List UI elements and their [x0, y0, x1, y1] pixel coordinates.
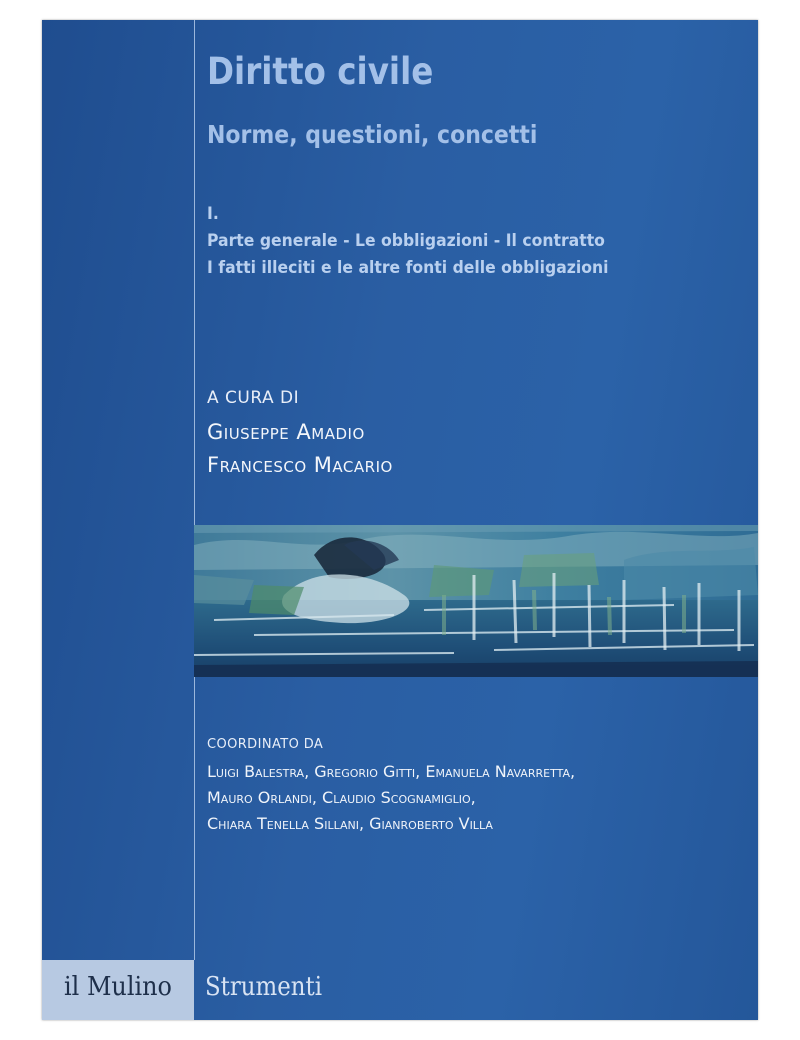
volume-line-1: Parte generale - Le obbligazioni - Il contratto [207, 231, 605, 251]
cover-footer [42, 960, 758, 1020]
coordinators-list [207, 759, 575, 837]
vertical-rule [194, 20, 195, 960]
edited-by-label: A CURA DI [207, 388, 300, 408]
coordinators-line: Luigi Balestra, Gregorio Gitti, Emanuela Navarretta, [207, 762, 576, 781]
coordinators-line: Mauro Orlandi, Claudio Scognamiglio, [207, 788, 476, 807]
editor-name: Giuseppe Amadio [207, 420, 365, 444]
editor-name: Francesco Macario [207, 453, 393, 477]
editors-list [207, 416, 393, 482]
coordinators-line: Chiara Tenella Sillani, Gianroberto Villa [207, 814, 493, 833]
publisher-box [42, 960, 194, 1020]
coordinated-by-label: COORDINATO DA [207, 737, 324, 752]
volume-info [207, 201, 608, 282]
publisher-logo: il Mulino [64, 972, 172, 1002]
book-cover [42, 20, 758, 1020]
volume-line-2: I fatti illeciti e le altre fonti delle obbligazioni [207, 258, 609, 278]
series-name: Strumenti [205, 972, 323, 1002]
book-title: Diritto civile [207, 50, 434, 93]
volume-number: I. [207, 204, 219, 224]
book-subtitle: Norme, questioni, concetti [207, 120, 538, 149]
cover-painting [194, 525, 758, 677]
